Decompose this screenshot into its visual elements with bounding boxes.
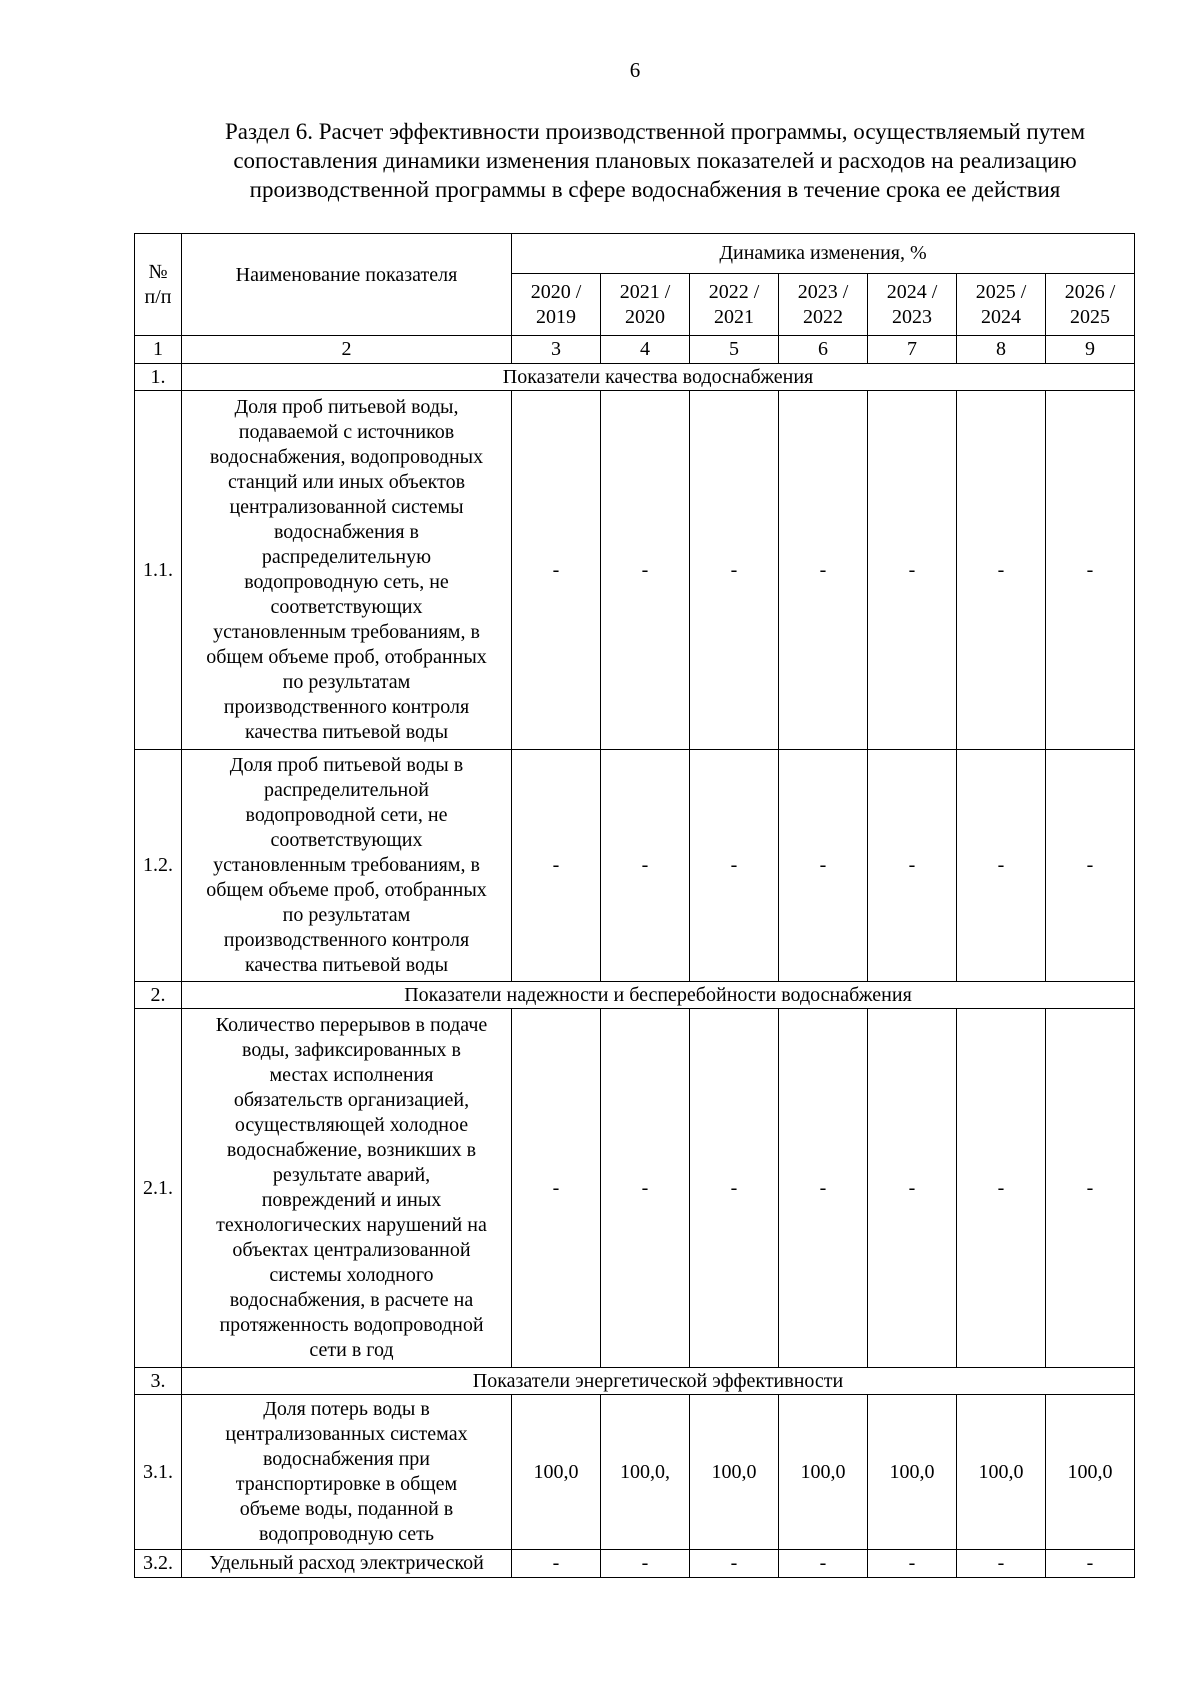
period-header-line: 2026 / xyxy=(1064,280,1116,303)
indicator-name-line: протяженность водопроводной xyxy=(219,1314,484,1336)
indicator-name-line: распределительной xyxy=(264,779,429,801)
section-heading: Показатели энергетической эффективности xyxy=(182,1368,1135,1395)
dynamics-value: 100,0, xyxy=(601,1395,690,1550)
page-number: 6 xyxy=(629,58,641,82)
indicator-name-line: водопроводной сети, не xyxy=(245,804,448,826)
section-heading: Показатели надежности и бесперебойности водоснабжения xyxy=(182,982,1135,1009)
dynamics-value: - xyxy=(601,750,690,982)
dynamics-value: 100,0 xyxy=(779,1395,868,1550)
table-row xyxy=(135,1395,1135,1550)
indicator-name-line: производственного контроля xyxy=(223,696,470,718)
dynamics-value: - xyxy=(779,750,868,982)
col-num-header-line: № xyxy=(148,260,168,283)
section-title-line: Раздел 6. Расчет эффективности производственной программы, осуществляемый путем xyxy=(224,119,1086,144)
indicator-name-line: транспортировке в общем xyxy=(235,1473,458,1495)
indicator-name-line: водопроводную сеть, не xyxy=(244,571,449,593)
row-number: 1. xyxy=(135,364,182,391)
section-title-line: производственной программы в сфере водоснабжения в течение срока ее действия xyxy=(249,177,1061,202)
dynamics-value: - xyxy=(868,750,957,982)
indicator-name-line: Доля проб питьевой воды, xyxy=(234,396,459,418)
column-number: 2 xyxy=(182,336,512,364)
row-number: 3.1. xyxy=(135,1395,182,1550)
indicator-name-line: местах исполнения xyxy=(269,1064,434,1086)
dynamics-value: - xyxy=(957,1550,1046,1578)
col-name-header: Наименование показателя xyxy=(182,234,512,336)
indicator-name-line: результате аварий, xyxy=(272,1164,431,1186)
row-number: 2. xyxy=(135,982,182,1009)
dynamics-value: - xyxy=(512,391,601,750)
table-row xyxy=(135,1009,1135,1368)
period-header-line: 2021 xyxy=(714,305,754,328)
indicator-name-line: централизованной системы xyxy=(229,496,464,518)
period-header-line: 2021 / xyxy=(619,280,671,303)
period-header-line: 2022 / xyxy=(708,280,760,303)
dynamics-value: - xyxy=(779,391,868,750)
section-heading: Показатели качества водоснабжения xyxy=(182,364,1135,391)
period-header xyxy=(957,274,1046,336)
period-header-line: 2023 / xyxy=(797,280,849,303)
section-row xyxy=(135,364,1135,391)
dynamics-value: - xyxy=(690,391,779,750)
table-row xyxy=(135,391,1135,750)
dynamics-value: - xyxy=(1046,391,1135,750)
dynamics-value: - xyxy=(1046,750,1135,982)
period-header-line: 2020 / xyxy=(530,280,582,303)
period-header xyxy=(512,274,601,336)
dynamics-value: 100,0 xyxy=(957,1395,1046,1550)
indicator-name-line: Доля потерь воды в xyxy=(263,1398,430,1420)
row-number: 1.1. xyxy=(135,391,182,750)
indicator-name xyxy=(182,1009,512,1368)
dynamics-value: - xyxy=(1046,1009,1135,1368)
column-number: 9 xyxy=(1046,336,1135,364)
indicator-name-line: станций или иных объектов xyxy=(227,471,466,493)
period-header-line: 2019 xyxy=(536,305,576,328)
dynamics-value: - xyxy=(690,750,779,982)
dynamics-value: - xyxy=(957,391,1046,750)
indicator-name-line: производственного контроля xyxy=(223,929,470,951)
indicator-name-line: технологических нарушений на xyxy=(216,1214,487,1236)
dynamics-value: 100,0 xyxy=(1046,1395,1135,1550)
indicator-name-line: водоснабжения, водопроводных xyxy=(209,446,484,468)
dynamics-value: - xyxy=(601,391,690,750)
indicator-name-line: общем объеме проб, отобранных xyxy=(206,646,487,668)
period-header-line: 2024 xyxy=(981,305,1021,328)
indicator-name-line: воды, зафиксированных в xyxy=(242,1039,461,1061)
row-number: 2.1. xyxy=(135,1009,182,1368)
indicator-name-line: установленным требованиям, в xyxy=(213,621,480,643)
dynamics-value: - xyxy=(868,1009,957,1368)
dynamics-value: 100,0 xyxy=(868,1395,957,1550)
indicator-name-line: установленным требованиям, в xyxy=(213,854,480,876)
indicator-name xyxy=(182,1550,512,1578)
indicator-name-line: соответствующих xyxy=(270,829,423,851)
indicator-name xyxy=(182,1395,512,1550)
indicator-name-line: системы холодного xyxy=(269,1264,434,1286)
dynamics-value: - xyxy=(779,1009,868,1368)
col-num-header-line: п/п xyxy=(144,285,172,308)
period-header xyxy=(601,274,690,336)
dynamics-value: - xyxy=(512,750,601,982)
indicator-name-line: Количество перерывов в подаче xyxy=(215,1014,488,1036)
dynamics-value: - xyxy=(512,1009,601,1368)
dynamics-value: - xyxy=(512,1550,601,1578)
indicator-name-line: по результатам xyxy=(282,904,411,926)
column-number: 6 xyxy=(779,336,868,364)
indicator-name-line: Удельный расход электрической xyxy=(209,1552,484,1574)
dynamics-header: Динамика изменения, % xyxy=(512,234,1135,274)
table-row xyxy=(135,1550,1135,1578)
dynamics-value: - xyxy=(868,391,957,750)
indicator-name xyxy=(182,750,512,982)
indicator-name-line: Доля проб питьевой воды в xyxy=(229,754,464,776)
indicator-name-line: централизованных системах xyxy=(225,1423,468,1445)
period-header-line: 2025 xyxy=(1070,305,1111,328)
indicator-name-line: водоснабжения при xyxy=(263,1448,430,1470)
section-title xyxy=(180,117,1130,204)
dynamics-value: 100,0 xyxy=(512,1395,601,1550)
dynamics-value: - xyxy=(601,1009,690,1368)
section-row xyxy=(135,1368,1135,1395)
dynamics-value: - xyxy=(957,1009,1046,1368)
indicator-name-line: объеме воды, поданной в xyxy=(239,1498,454,1520)
table-row xyxy=(135,750,1135,982)
indicator-name-line: повреждений и иных xyxy=(261,1189,442,1211)
efficiency-table xyxy=(134,233,1135,1578)
column-number: 4 xyxy=(601,336,690,364)
dynamics-value: - xyxy=(1046,1550,1135,1578)
indicator-name-line: объектах централизованной xyxy=(232,1239,471,1261)
indicator-name-line: обязательств организацией, xyxy=(233,1089,470,1111)
indicator-name-line: водопроводную сеть xyxy=(258,1523,435,1545)
period-header-line: 2025 / xyxy=(975,280,1027,303)
section-row xyxy=(135,982,1135,1009)
period-header xyxy=(779,274,868,336)
indicator-name-line: подаваемой с источников xyxy=(238,421,455,443)
indicator-name-line: распределительную xyxy=(261,546,432,568)
indicator-name-line: водоснабжения, в расчете на xyxy=(229,1289,474,1311)
indicator-name xyxy=(182,391,512,750)
indicator-name-line: качества питьевой воды xyxy=(244,954,449,976)
column-number: 8 xyxy=(957,336,1046,364)
section-title-line: сопоставления динамики изменения плановых показателей и расходов на реализацию xyxy=(233,148,1077,173)
row-number: 3.2. xyxy=(135,1550,182,1578)
indicator-name-line: соответствующих xyxy=(270,596,423,618)
dynamics-value: 100,0 xyxy=(690,1395,779,1550)
period-header xyxy=(1046,274,1135,336)
indicator-name-line: по результатам xyxy=(282,671,411,693)
dynamics-value: - xyxy=(601,1550,690,1578)
column-number: 1 xyxy=(135,336,182,364)
period-header-line: 2023 xyxy=(892,305,932,328)
period-header-line: 2024 / xyxy=(886,280,938,303)
dynamics-value: - xyxy=(690,1550,779,1578)
column-number: 5 xyxy=(690,336,779,364)
indicator-name-line: качества питьевой воды xyxy=(244,721,449,743)
row-number: 3. xyxy=(135,1368,182,1395)
dynamics-value: - xyxy=(957,750,1046,982)
row-number: 1.2. xyxy=(135,750,182,982)
dynamics-value: - xyxy=(779,1550,868,1578)
period-header-line: 2022 xyxy=(803,305,843,328)
period-header xyxy=(868,274,957,336)
indicator-name-line: осуществляющей холодное xyxy=(234,1114,469,1136)
column-number: 3 xyxy=(512,336,601,364)
indicator-name-line: водоснабжения в xyxy=(273,521,420,543)
indicator-name-line: общем объеме проб, отобранных xyxy=(206,879,487,901)
indicator-name-line: водоснабжение, возникших в xyxy=(226,1139,477,1161)
dynamics-value: - xyxy=(868,1550,957,1578)
period-header-line: 2020 xyxy=(625,305,665,328)
col-num-header xyxy=(135,234,182,336)
dynamics-value: - xyxy=(690,1009,779,1368)
period-header xyxy=(690,274,779,336)
indicator-name-line: сети в год xyxy=(309,1339,394,1361)
column-number: 7 xyxy=(868,336,957,364)
